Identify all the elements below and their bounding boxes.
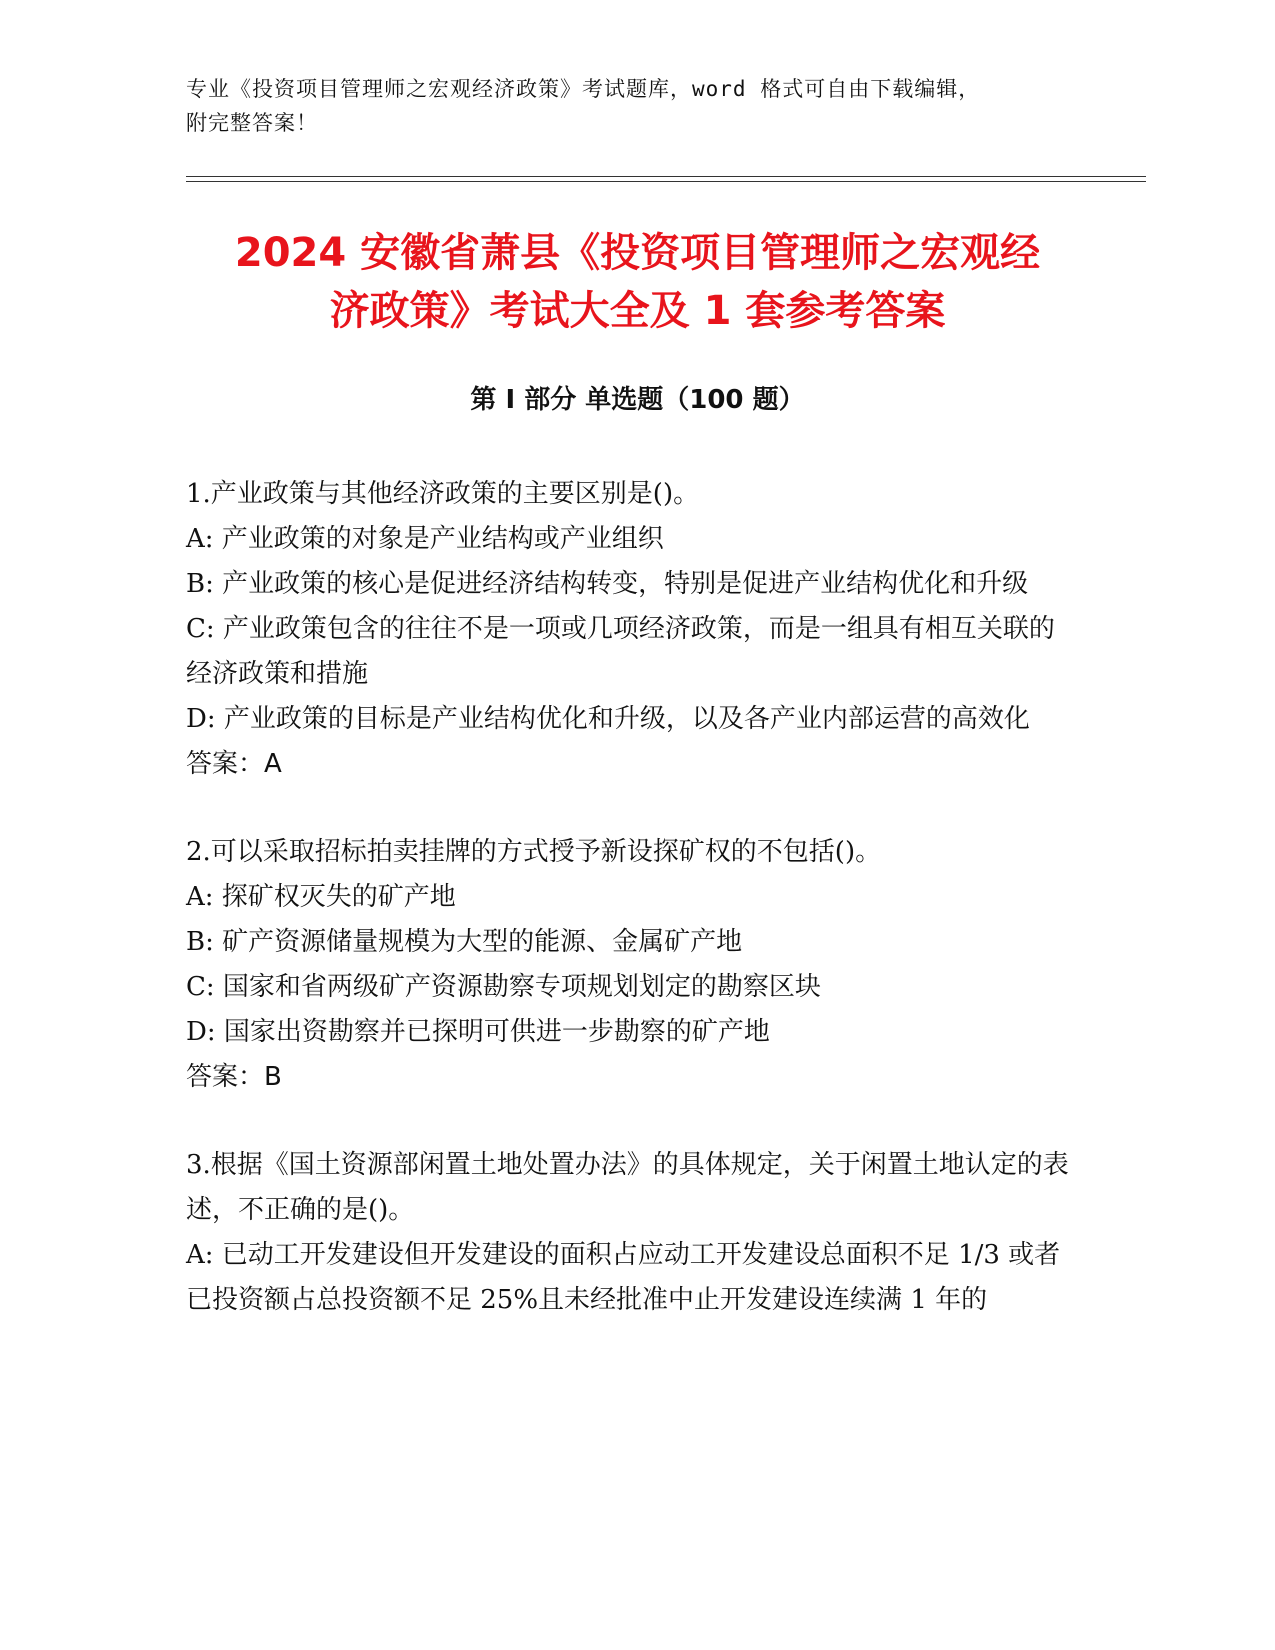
document-title-line-1: 2024 安徽省萧县《投资项目管理师之宏观经 [234, 230, 1041, 276]
option-b: B: 矿产资源储量规模为大型的能源、金属矿产地 [186, 927, 743, 957]
question-3 [186, 1143, 1071, 1323]
option-b: B: 产业政策的核心是促进经济结构转变，特别是促进产业结构优化和升级 [186, 569, 1029, 599]
option-d: D: 国家出资勘察并已探明可供进一步勘察的矿产地 [186, 1017, 770, 1047]
answer: 答案：A [186, 749, 282, 779]
option-a: A: 产业政策的对象是产业结构或产业组织 [186, 524, 664, 554]
document-title-line-2: 济政策》考试大全及 1 套参考答案 [329, 288, 946, 334]
option-a: A: 已动工开发建设但开发建设的面积占应动工开发建设总面积不足 1/3 或者已投资额占总投资额不足 25%且未经批准中止开发建设连续满 1 年的 [186, 1240, 1061, 1315]
option-c: C: 国家和省两级矿产资源勘察专项规划划定的勘察区块 [186, 972, 821, 1002]
option-a: A: 探矿权灭失的矿产地 [186, 882, 456, 912]
question-list [186, 472, 1071, 1366]
header-divider-top [186, 176, 1146, 177]
question-2 [186, 830, 1071, 1100]
option-d: D: 产业政策的目标是产业结构优化和升级，以及各产业内部运营的高效化 [186, 704, 1030, 734]
section-heading: 第 I 部分 单选题（100 题） [470, 385, 805, 415]
question-stem: 3.根据《国土资源部闲置土地处置办法》的具体规定，关于闲置土地认定的表述，不正确的是()。 [186, 1150, 1069, 1225]
question-stem: 1.产业政策与其他经济政策的主要区别是()。 [186, 479, 700, 509]
header-note-line-1: 专业《投资项目管理师之宏观经济政策》考试题库，word 格式可自由下载编辑， [186, 77, 981, 101]
document-title [150, 224, 1125, 340]
question-1 [186, 472, 1071, 787]
question-stem: 2.可以采取招标拍卖挂牌的方式授予新设探矿权的不包括()。 [186, 837, 882, 867]
header-note [186, 72, 1066, 140]
option-c: C: 产业政策包含的往往不是一项或几项经济政策，而是一组具有相互关联的经济政策和措施 [186, 614, 1055, 689]
answer: 答案：B [186, 1062, 282, 1092]
header-note-line-2: 附完整答案！ [186, 111, 318, 135]
header-divider-bottom [186, 181, 1146, 182]
